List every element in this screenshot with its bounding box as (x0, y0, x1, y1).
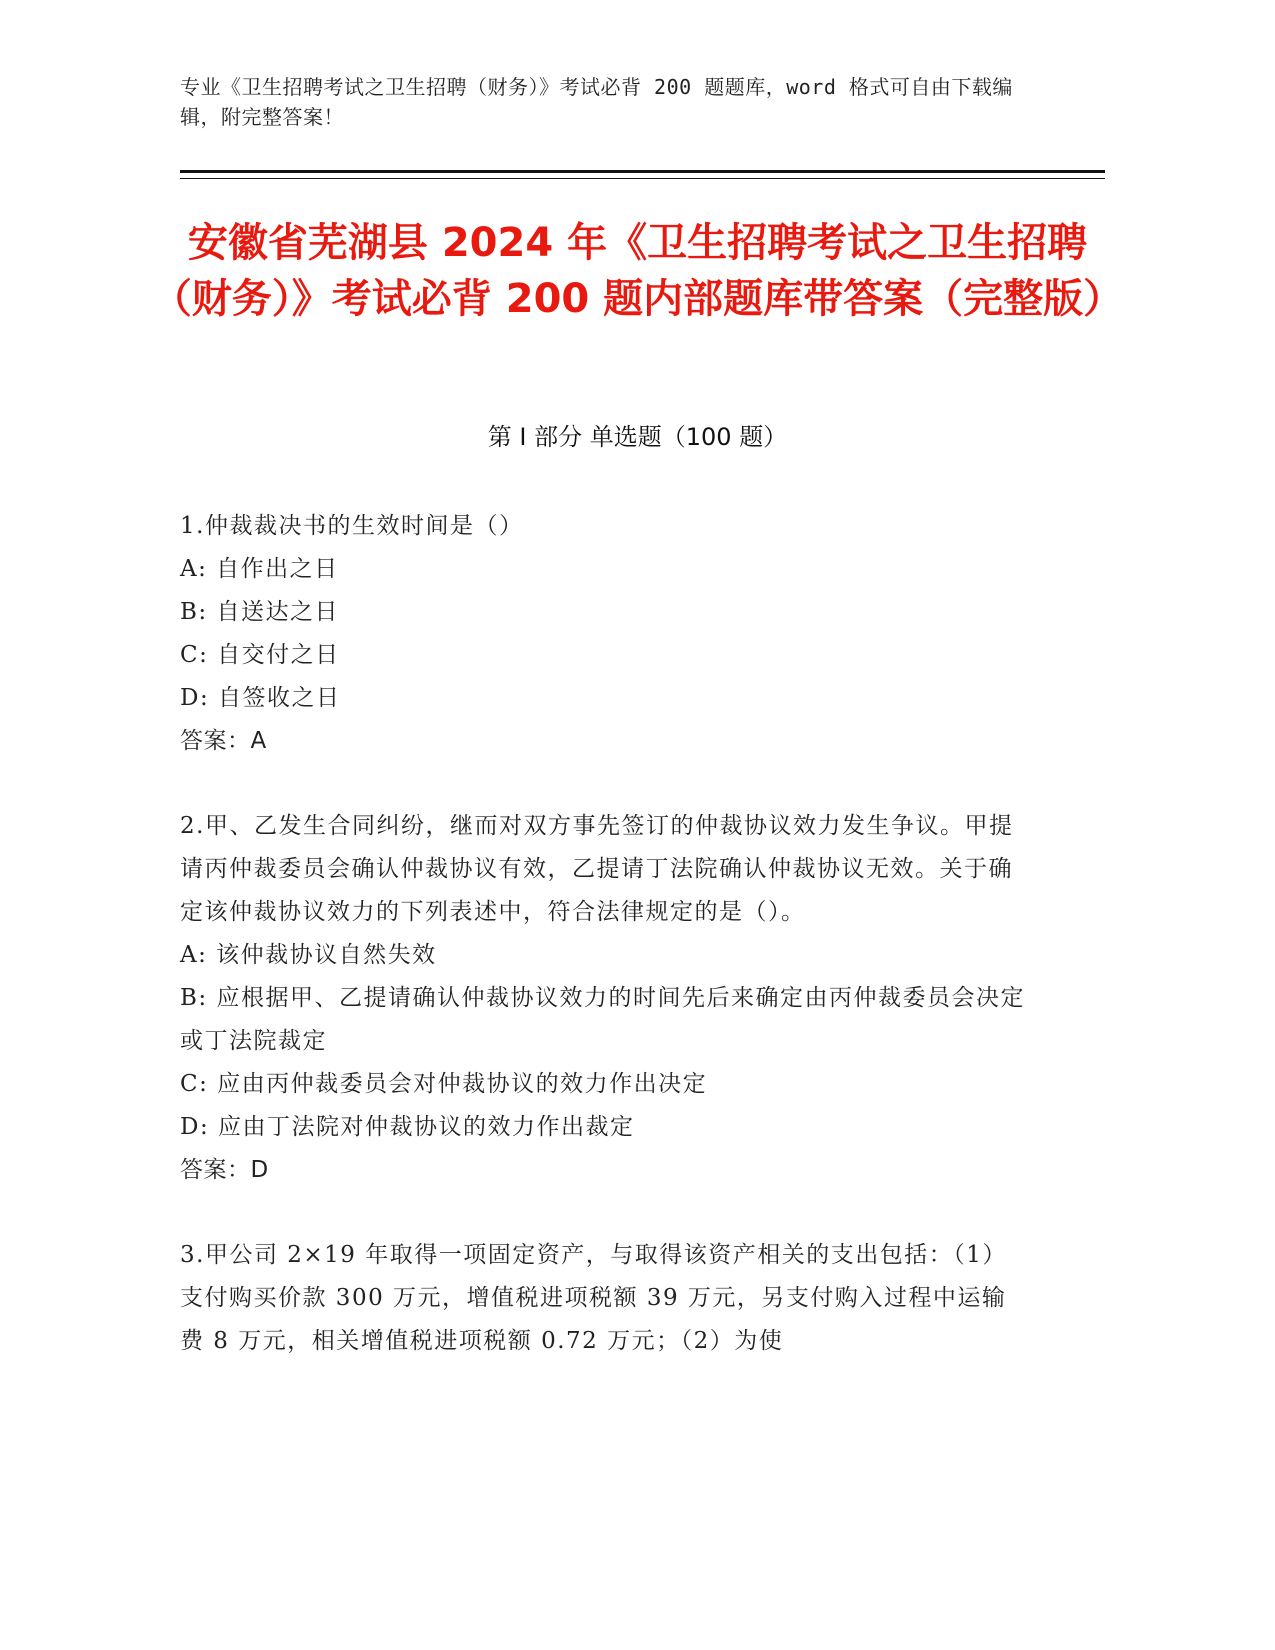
option-d: D: 应由丁法院对仲裁协议的效力作出裁定 (180, 1114, 635, 1140)
option-d: D: 自签收之日 (180, 685, 341, 711)
document-title: 安徽省芜湖县 2024 年《卫生招聘考试之卫生招聘（财务）》考试必背 200 题内部题库带答案（完整版） (151, 220, 1124, 322)
question-text: 3.甲公司 2×19 年取得一项固定资产，与取得该资产相关的支出包括：（1）支付购买价款 300 万元，增值税进项税额 39 万元，另支付购入过程中运输费 8 万元，相关增值税进项税额 0.72 万元；（2）为使 (180, 1242, 1007, 1354)
option-b: B: 自送达之日 (180, 599, 339, 625)
intro-text: 专业《卫生招聘考试之卫生招聘（财务）》考试必背 200 题题库，word 格式可自由下载编辑，附完整答案！ (180, 75, 1013, 129)
question-3 (180, 1234, 1030, 1363)
header-divider-thick (180, 170, 1105, 173)
answer-text: 答案：D (180, 1157, 269, 1183)
answer-text: 答案：A (180, 728, 267, 754)
option-a: A: 自作出之日 (180, 556, 339, 582)
header-divider-thin (180, 178, 1105, 179)
option-c: C: 应由丙仲裁委员会对仲裁协议的效力作出决定 (180, 1071, 708, 1097)
section-heading: 第 I 部分 单选题（100 题） (487, 423, 788, 451)
question-text: 2.甲、乙发生合同纠纷，继而对双方事先签订的仲裁协议效力发生争议。甲提请丙仲裁委员会确认仲裁协议有效，乙提请丁法院确认仲裁协议无效。关于确定该仲裁协议效力的下列表述中，符合法律规定的是（）。 (180, 813, 1014, 925)
question-text: 1.仲裁裁决书的生效时间是（） (180, 513, 524, 539)
question-list (180, 505, 1030, 1405)
option-a: A: 该仲裁协议自然失效 (180, 942, 437, 968)
question-1 (180, 505, 1030, 763)
option-b: B: 应根据甲、乙提请确认仲裁协议效力的时间先后来确定由丙仲裁委员会决定或丁法院裁定 (180, 985, 1025, 1054)
option-c: C: 自交付之日 (180, 642, 340, 668)
question-2 (180, 805, 1030, 1192)
